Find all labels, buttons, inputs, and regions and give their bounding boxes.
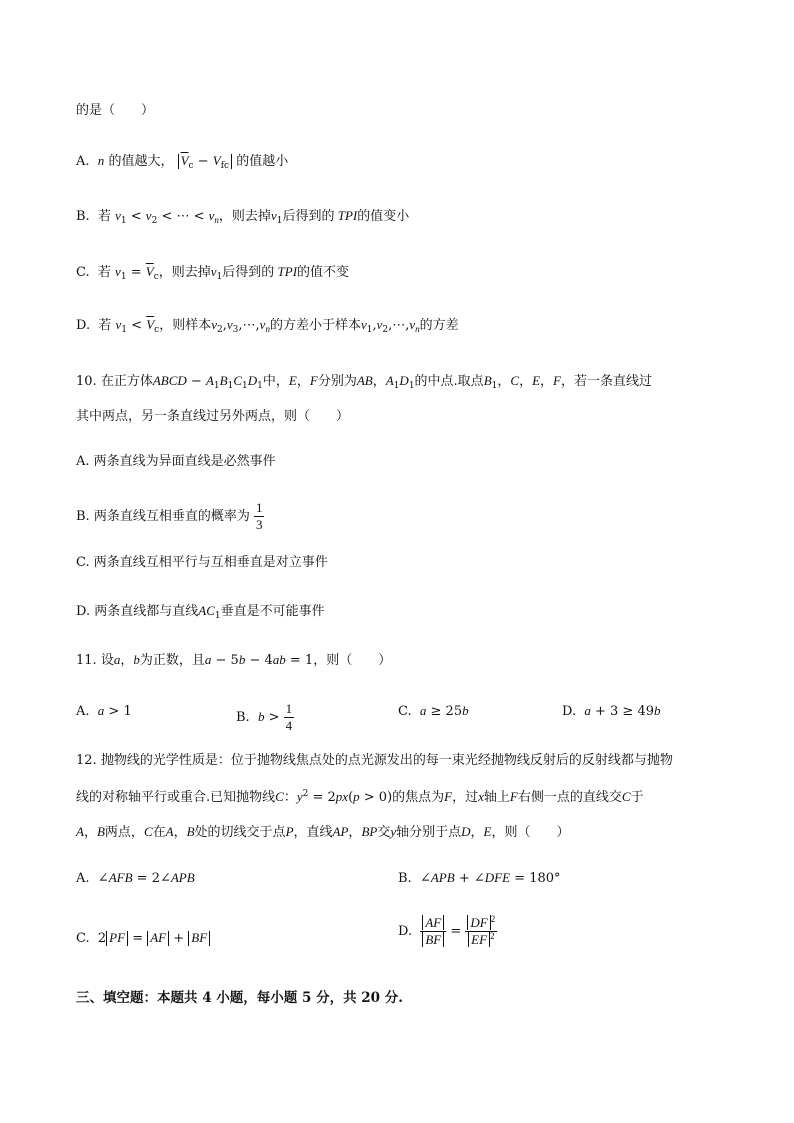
q10-option-b: B. 两条直线互相垂直的概率为 $\frac{1}{3}$ bbox=[76, 500, 263, 532]
q11-stem: 11. 设a，b为正数，且a − 5b − 4ab = 1，则（ ） bbox=[76, 652, 392, 668]
q9-option-b: B. 若 $v_1 < v_2$ < ⋯ < $v_n$，则去掉$v_1$后得到的 TPI的值变小 bbox=[76, 208, 410, 226]
q10-option-a: A. 两条直线为异面直线是必然事件 bbox=[76, 454, 276, 469]
q12-options-row1 bbox=[76, 868, 724, 890]
q9-stem-tail: 的是（ ） bbox=[76, 103, 155, 118]
q10-option-d: D. 两条直线都与直线$AC_1$垂直是不可能事件 bbox=[76, 603, 325, 621]
q9-option-a: A. n 的值越大， $\overline{V}_c - V_{fc}$ 的值越小 bbox=[76, 153, 289, 171]
q12-stem-line2: 线的对称轴平行或重合.已知抛物线C：$y^2 = 2px(p > 0)$的焦点为F，过x轴上F右侧一点的直线交C于 bbox=[76, 789, 644, 805]
q9-option-c: C. 若 $v_1 = \overline{V}_c$，则去掉$v_1$后得到的 TPI的值不变 bbox=[76, 264, 350, 282]
q10-stem-line1: 10. 在正方体ABCD − $A_1B_1C_1D_1$中，E，F分别为AB，$A_1D_1$的中点.取点$B_1$，C，E，F，若一条直线过 bbox=[76, 373, 653, 391]
q11-option-d: D. a + 3 ≥ 49b bbox=[562, 703, 661, 719]
q12-option-c: C. 2 PF = AF + BF bbox=[76, 928, 210, 949]
section-heading: 三、填空题：本题共 4 小题，每小题 5 分，共 20 分. bbox=[76, 990, 403, 1006]
q12-option-d: D. $\frac{AF}{BF}$ = $\frac{DF ^2}{EF ^2}$ bbox=[398, 914, 496, 947]
q10-option-c: C. 两条直线互相平行与互相垂直是对立事件 bbox=[76, 555, 328, 570]
q11-option-c: C. a ≥ 25b bbox=[398, 703, 469, 719]
q12-stem-line1: 12. 抛物线的光学性质是：位于抛物线焦点处的点光源发出的每一束光经抛物线反射后的反射线都与抛物 bbox=[76, 753, 673, 768]
q9-option-d: D. 若 $v_1 < \overline{V}_c$，则样本$v_2,v_3,\cdots,v_n$的方差小于样本$v_1,v_2,\cdots,v_n$的方差 bbox=[76, 317, 459, 335]
q12-option-b: B. ∠APB + ∠DFE = 180° bbox=[398, 870, 561, 886]
q12-option-a: A. ∠AFB = 2∠APB bbox=[76, 870, 195, 886]
q11-option-a: A. a > 1 bbox=[76, 703, 132, 719]
q12-stem-line3: A，B两点，C在A，B处的切线交于点P，直线AP，BP交y轴分别于点D，E，则（ ） bbox=[76, 824, 570, 840]
q11-options bbox=[76, 701, 724, 733]
q12-options-row2 bbox=[76, 915, 724, 963]
q11-option-b: B. b > $\frac{1}{4}$ bbox=[236, 701, 293, 733]
q10-stem-line2: 其中两点，另一条直线过另外两点，则（ ） bbox=[76, 409, 350, 424]
